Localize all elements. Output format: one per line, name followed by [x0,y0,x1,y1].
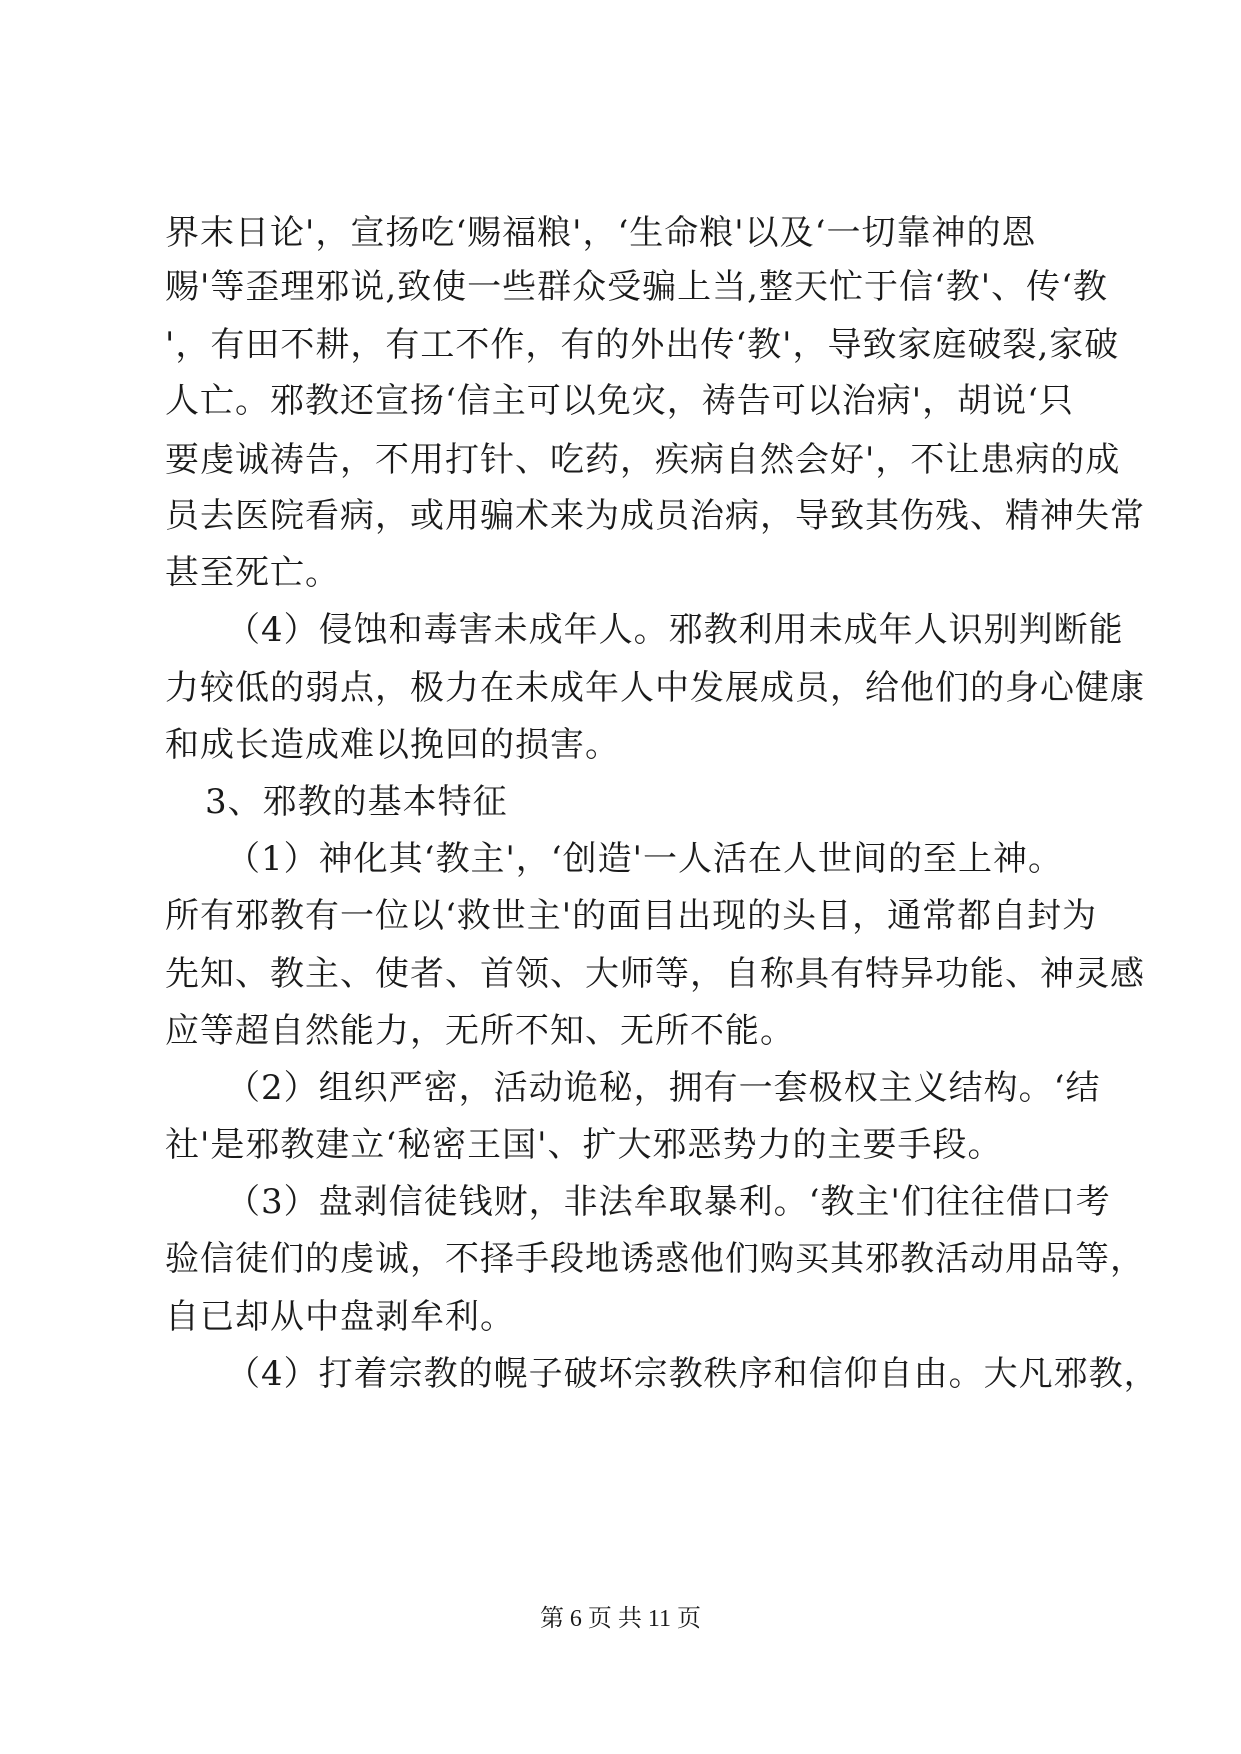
text-line: 先知、教主、使者、首领、大师等，自称具有特异功能、神灵感 [165,954,1145,994]
text-line: 员去医院看病，或用骗术来为成员治病，导致其伤残、精神失常 [165,496,1145,536]
text-line: （4）侵蚀和毒害未成年人。邪教利用未成年人识别判断能 [226,610,1124,650]
text-line: 赐'等歪理邪说,致使一些群众受骗上当,整天忙于信‘教'、传‘教 [165,267,1108,307]
text-line: 力较低的弱点，极力在未成年人中发展成员，给他们的身心健康 [165,668,1145,708]
text-line: 要虔诚祷告，不用打针、吃药，疾病自然会好'，不让患病的成 [165,440,1121,480]
text-line: 社'是邪教建立‘秘密王国'、扩大邪恶势力的主要手段。 [165,1125,1003,1165]
text-line: 验信徒们的虔诚，不择手段地诱惑他们购买其邪教活动用品等， [165,1239,1145,1279]
text-line: 甚至死亡。 [165,553,340,593]
text-line: （4）打着宗教的幌子破坏宗教秩序和信仰自由。大凡邪教， [226,1354,1159,1394]
text-line: （3）盘剥信徒钱财，非法牟取暴利。‘教主'们往往借口考 [226,1182,1111,1222]
text-line: （2）组织严密，活动诡秘，拥有一套极权主义结构。‘结 [226,1068,1101,1108]
text-line: 和成长造成难以挽回的损害。 [165,725,620,765]
text-line: 界末日论'，宣扬吃‘赐福粮'，‘生命粮'以及‘一切靠神的恩 [165,213,1037,253]
section-heading: 3、邪教的基本特征 [205,782,508,822]
text-line: 应等超自然能力，无所不知、无所不能。 [165,1011,795,1051]
page-number-footer: 第 6 页 共 11 页 [539,1606,702,1632]
text-line: （1）神化其‘教主'，‘创造'一人活在人世间的至上神。 [226,839,1063,879]
text-line: 所有邪教有一位以‘救世主'的面目出现的头目，通常都自封为 [165,896,1098,936]
text-line: 人亡。邪教还宣扬‘信主可以免灾，祷告可以治病'，胡说‘只 [165,381,1074,421]
text-line: '，有田不耕，有工不作，有的外出传‘教'，导致家庭破裂,家破 [165,325,1120,365]
text-line: 自已却从中盘剥牟利。 [165,1297,515,1337]
